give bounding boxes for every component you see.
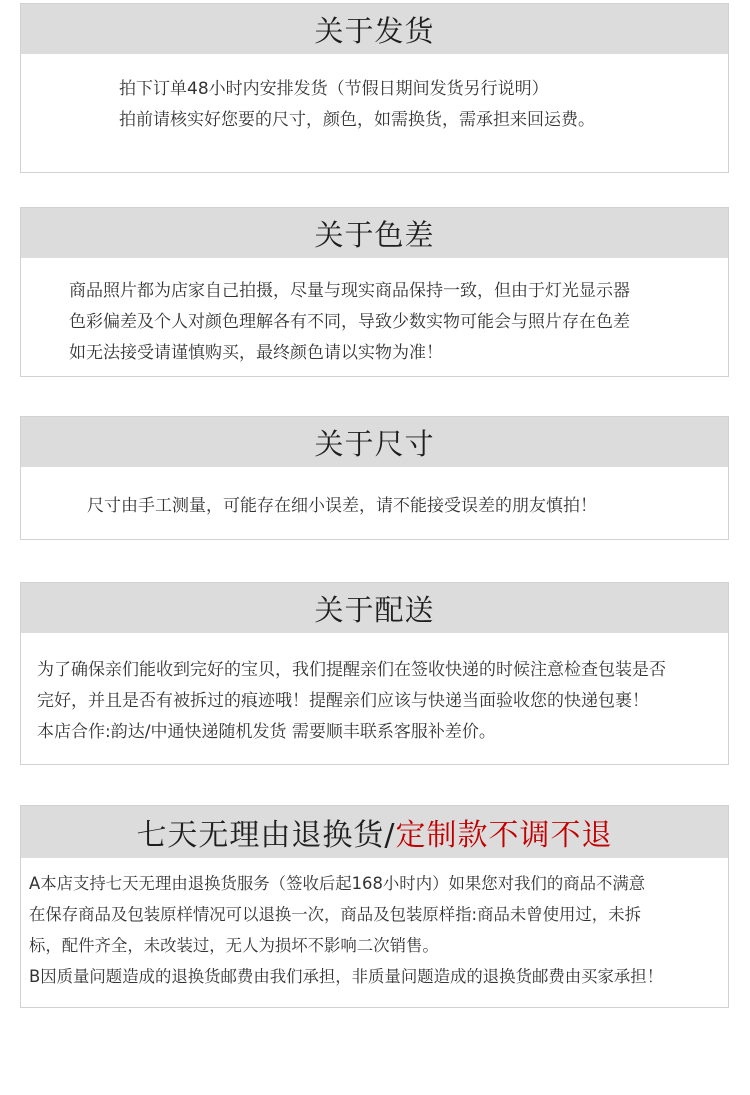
returns-title-accent: 定制款不调不退 <box>395 818 613 853</box>
shipping-body <box>21 54 728 136</box>
delivery-section <box>20 582 729 765</box>
color-difference-body <box>21 258 728 369</box>
shipping-title: 关于发货 <box>21 4 728 54</box>
size-line: 尺寸由手工测量，可能存在细小误差，请不能接受误差的朋友慎拍！ <box>87 496 597 516</box>
returns-section <box>20 805 729 1008</box>
delivery-line: 本店合作:韵达/中通快递随机发货 需要顺丰联系客服补差价。 <box>37 722 496 742</box>
returns-line: A本店支持七天无理由退换货服务（签收后起168小时内）如果您对我们的商品不满意 <box>29 874 646 893</box>
size-body <box>21 467 728 522</box>
size-section <box>20 416 729 540</box>
color-difference-line: 如无法接受请谨慎购买，最终颜色请以实物为准！ <box>69 343 443 363</box>
color-difference-title: 关于色差 <box>21 208 728 258</box>
returns-line: 标，配件齐全，未改装过，无人为损坏不影响二次销售。 <box>29 936 439 955</box>
color-difference-line: 色彩偏差及个人对颜色理解各有不同，导致少数实物可能会与照片存在色差 <box>69 312 630 332</box>
delivery-line: 完好，并且是否有被拆过的痕迹哦！提醒亲们应该与快递当面验收您的快递包裹！ <box>37 691 649 711</box>
delivery-line: 为了确保亲们能收到完好的宝贝，我们提醒亲们在签收快递的时候注意检查包装是否 <box>37 660 666 680</box>
returns-title-main: 七天无理由退换货/ <box>136 818 396 853</box>
returns-line: 在保存商品及包装原样情况可以退换一次，商品及包装原样指:商品未曾使用过，未拆 <box>29 905 641 924</box>
delivery-body <box>21 633 728 748</box>
delivery-title: 关于配送 <box>21 583 728 633</box>
color-difference-section <box>20 207 729 377</box>
returns-body <box>21 858 728 992</box>
returns-line: B因质量问题造成的退换货邮费由我们承担，非质量问题造成的退换货邮费由买家承担！ <box>29 967 664 986</box>
returns-title <box>21 806 728 858</box>
color-difference-line: 商品照片都为店家自己拍摄，尽量与现实商品保持一致，但由于灯光显示器 <box>69 281 630 301</box>
size-title: 关于尺寸 <box>21 417 728 467</box>
shipping-section <box>20 3 729 173</box>
shipping-line: 拍前请核实好您要的尺寸，颜色，如需换货，需承担来回运费。 <box>119 110 595 130</box>
shipping-line: 拍下订单48小时内安排发货（节假日期间发货另行说明） <box>119 79 549 99</box>
